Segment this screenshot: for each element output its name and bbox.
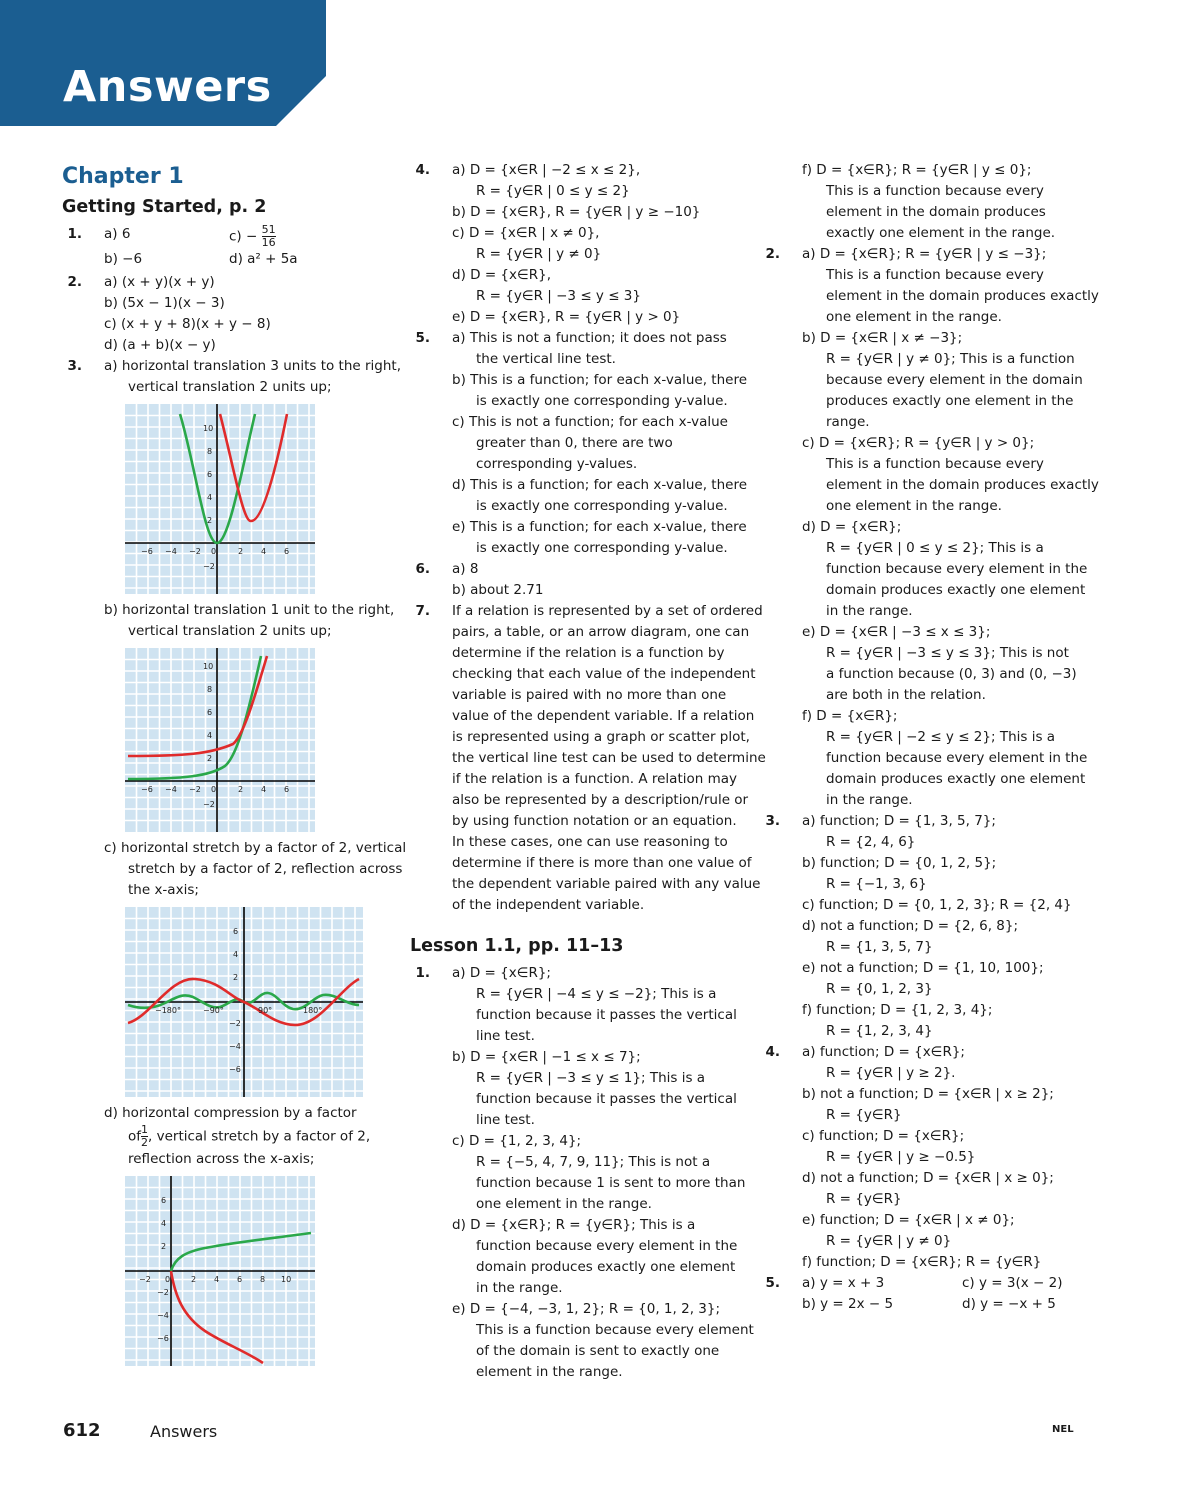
answer-line: greater than 0, there are two <box>476 435 673 451</box>
answer-3d-prefix: of <box>128 1128 142 1145</box>
answer-2d: d) (a + b)(x − y) <box>104 337 216 353</box>
answer-line: function because every element in the <box>826 561 1088 577</box>
answer-line: f) D = {x∈R}; <box>802 708 898 724</box>
tick-label: 4 <box>214 1275 220 1284</box>
question-6 <box>410 559 750 601</box>
answer-line: a function because (0, 3) and (0, −3) <box>826 666 1077 682</box>
answer-1d: d) a² + 5a <box>229 251 298 267</box>
tick-label: −4 <box>229 1042 241 1051</box>
fraction <box>262 224 276 249</box>
graph-3a <box>125 404 402 594</box>
tick-label: 2 <box>238 785 244 794</box>
graph-3c-svg <box>125 907 363 1097</box>
answer-line: exactly one element in the range. <box>826 225 1056 241</box>
chapter-heading: Chapter 1 <box>62 164 184 189</box>
answer-3d-line1: d) horizontal compression by a factor <box>104 1105 357 1121</box>
answer-line: In these cases, one can use reasoning to <box>452 834 728 850</box>
fraction-numerator: 51 <box>261 223 276 236</box>
tick-label: 6 <box>237 1275 243 1284</box>
tick-label: 0 <box>165 1275 171 1284</box>
answer-line: function because every element in the <box>826 750 1088 766</box>
answer-3c-line1: c) horizontal stretch by a factor of 2, vertical <box>104 840 407 856</box>
answer-3d-line3: reflection across the x-axis; <box>128 1151 315 1167</box>
question-number: 2. <box>67 274 82 290</box>
tick-label: 6 <box>233 927 239 936</box>
answer-line: determine if the relation is a function by <box>452 645 725 661</box>
answer-3c-line3: the x-axis; <box>128 882 199 898</box>
answer-line: because every element in the domain <box>826 372 1083 388</box>
fraction <box>141 1124 148 1149</box>
graph-3d-svg <box>125 1176 315 1366</box>
graph-3c <box>125 907 402 1097</box>
answer-line: if the relation is a function. A relation may <box>452 771 738 787</box>
answer-line: b) not a function; D = {x∈R | x ≥ 2}; <box>802 1086 1054 1102</box>
answer-line: variable is paired with no more than one <box>452 687 727 703</box>
tick-label: 10 <box>203 662 214 671</box>
tick-label: 2 <box>207 516 213 525</box>
answer-line: of the domain is sent to exactly one <box>476 1343 720 1359</box>
answer-line: b) D = {x∈R | x ≠ −3}; <box>802 330 963 346</box>
answer-line: a) 8 <box>452 561 479 577</box>
answer-line: element in the domain produces exactly <box>826 288 1099 304</box>
fraction-denominator: 16 <box>261 236 276 249</box>
answer-line: This is a function because every <box>826 183 1044 199</box>
answer-line: in the range. <box>826 603 913 619</box>
question-7 <box>410 601 766 916</box>
answer-line: value of the dependent variable. If a relation <box>452 708 755 724</box>
answer-line: If a relation is represented by a set of ordered <box>452 603 763 619</box>
answer-lines <box>802 1042 1090 1273</box>
answer-line: determine if there is more than one value of <box>452 855 752 871</box>
tick-label: −180° <box>155 1006 181 1015</box>
answer-line: element in the domain produces exactly <box>826 477 1099 493</box>
answer-line: e) D = {x∈R}, R = {y∈R | y > 0} <box>452 309 681 325</box>
answer-line: is represented using a graph or scatter plot, <box>452 729 750 745</box>
answer-5a: a) y = x + 3 <box>802 1275 885 1291</box>
answer-line: is exactly one corresponding y-value. <box>476 540 728 556</box>
lesson-question-3 <box>760 811 1090 1042</box>
answer-line: e) function; D = {x∈R | x ≠ 0}; <box>802 1212 1015 1228</box>
tick-label: 90° <box>258 1006 273 1015</box>
lesson-question-4 <box>760 1042 1090 1273</box>
answer-line: produces exactly one element in the <box>826 393 1074 409</box>
answer-3c-line2: stretch by a factor of 2, reflection across <box>128 861 403 877</box>
answer-line: This is a function because every <box>826 456 1044 472</box>
answer-line: function because 1 is sent to more than <box>476 1175 746 1191</box>
question-4 <box>410 160 750 328</box>
answer-line: the vertical line test. <box>476 351 616 367</box>
tick-label: 6 <box>284 785 290 794</box>
answer-line: R = {y∈R} <box>826 1191 902 1207</box>
tick-label: 2 <box>238 547 244 556</box>
tick-label: 8 <box>207 447 213 456</box>
answer-line: is exactly one corresponding y-value. <box>476 498 728 514</box>
tick-label: −2 <box>139 1275 151 1284</box>
answer-line: e) D = {−4, −3, 1, 2}; R = {0, 1, 2, 3}; <box>452 1301 721 1317</box>
tick-label: 10 <box>203 424 214 433</box>
lesson-question-2 <box>760 244 1099 811</box>
answer-lines <box>802 811 1090 1042</box>
answer-line: by using function notation or an equation. <box>452 813 737 829</box>
answer-line: line test. <box>476 1028 535 1044</box>
tick-label: 8 <box>260 1275 266 1284</box>
answer-line: d) not a function; D = {2, 6, 8}; <box>802 918 1019 934</box>
answer-line: R = {y∈R | y ≠ 0} <box>476 246 602 262</box>
tick-label: −6 <box>141 547 153 556</box>
footer-title: Answers <box>150 1422 218 1441</box>
answer-line: R = {y∈R | 0 ≤ y ≤ 2}; This is a <box>826 540 1044 556</box>
graph-3b <box>125 648 402 832</box>
answer-line: a) D = {x∈R}; <box>452 965 551 981</box>
answer-line: b) D = {x∈R | −1 ≤ x ≤ 7}; <box>452 1049 641 1065</box>
graph-3a-svg <box>125 404 315 594</box>
lesson-question-1f <box>760 160 1090 244</box>
tick-label: 2 <box>161 1242 167 1251</box>
answer-5c: c) y = 3(x − 2) <box>962 1275 1063 1291</box>
answer-line: R = {y∈R | y ≠ 0}; This is a function <box>826 351 1075 367</box>
answer-line: R = {y∈R | −4 ≤ y ≤ −2}; This is a <box>476 986 717 1002</box>
tick-label: 6 <box>161 1196 167 1205</box>
tick-label: −2 <box>157 1288 169 1297</box>
answer-line: R = {−5, 4, 7, 9, 11}; This is not a <box>476 1154 711 1170</box>
answer-3b-line2: vertical translation 2 units up; <box>128 623 332 639</box>
answer-line: c) This is not a function; for each x-value <box>452 414 728 430</box>
answer-line: checking that each value of the independent <box>452 666 756 682</box>
answer-line: R = {y∈R | −2 ≤ y ≤ 2}; This is a <box>826 729 1056 745</box>
answer-line: c) function; D = {x∈R}; <box>802 1128 965 1144</box>
answer-line: of the independent variable. <box>452 897 645 913</box>
answer-line: R = {y∈R | −3 ≤ y ≤ 3}; This is not <box>826 645 1069 661</box>
question-number: 3. <box>67 358 82 374</box>
answer-line: is exactly one corresponding y-value. <box>476 393 728 409</box>
tick-label: 4 <box>261 785 267 794</box>
answer-line: c) D = {1, 2, 3, 4}; <box>452 1133 582 1149</box>
answer-line: d) This is a function; for each x-value, there <box>452 477 748 493</box>
answer-line: c) D = {x∈R}; R = {y∈R | y > 0}; <box>802 435 1035 451</box>
tick-label: −90° <box>203 1006 224 1015</box>
question-number: 1. <box>67 226 82 242</box>
question-5 <box>410 328 750 559</box>
lesson-question-1 <box>410 963 754 1383</box>
tick-label: 6 <box>207 470 213 479</box>
answer-line: one element in the range. <box>826 498 1002 514</box>
answer-line: c) D = {x∈R | x ≠ 0}, <box>452 225 600 241</box>
answer-line: R = {−1, 3, 6} <box>826 876 927 892</box>
tick-label: 4 <box>161 1219 167 1228</box>
graph-3d <box>125 1176 402 1366</box>
tick-label: 4 <box>207 731 213 740</box>
column-3 <box>760 160 1099 1315</box>
answer-line: R = {2, 4, 6} <box>826 834 916 850</box>
answer-line: the vertical line test can be used to determine <box>452 750 766 766</box>
answer-1a: a) 6 <box>104 226 131 242</box>
tick-label: 0 <box>211 785 217 794</box>
graph-3b-svg <box>125 648 315 832</box>
answer-2a: a) (x + y)(x + y) <box>104 274 215 290</box>
answer-1b: b) −6 <box>104 251 143 267</box>
answer-line: e) This is a function; for each x-value, there <box>452 519 747 535</box>
question-number: 6. <box>415 561 430 577</box>
answer-line: in the range. <box>826 792 913 808</box>
answer-line: f) D = {x∈R}; R = {y∈R | y ≤ 0}; <box>802 162 1032 178</box>
tick-label: 10 <box>281 1275 292 1284</box>
question-number: 5. <box>765 1275 780 1291</box>
header-banner <box>0 0 326 126</box>
question-number: 4. <box>415 162 430 178</box>
tick-label: 2 <box>233 973 239 982</box>
column-2 <box>410 160 766 1383</box>
answer-line: corresponding y-values. <box>476 456 638 472</box>
tick-label: 2 <box>207 754 213 763</box>
tick-label: 4 <box>207 493 213 502</box>
question-number: 1. <box>415 965 430 981</box>
answer-line: one element in the range. <box>476 1196 652 1212</box>
tick-label: 6 <box>207 708 213 717</box>
answer-line: d) D = {x∈R}, <box>452 267 552 283</box>
tick-label: −2 <box>203 800 215 809</box>
answer-line: R = {1, 3, 5, 7} <box>826 939 933 955</box>
answer-line: R = {y∈R} <box>826 1107 902 1123</box>
tick-label: −4 <box>165 547 177 556</box>
tick-label: −6 <box>229 1065 241 1074</box>
answer-line: a) D = {x∈R}; R = {y∈R | y ≤ −3}; <box>802 246 1047 262</box>
answer-line: a) This is not a function; it does not pass <box>452 330 727 346</box>
answer-line: This is a function because every element <box>476 1322 754 1338</box>
answer-line: line test. <box>476 1112 535 1128</box>
answer-line: R = {0, 1, 2, 3} <box>826 981 933 997</box>
answer-line: b) D = {x∈R}, R = {y∈R | y ≥ −10} <box>452 204 701 220</box>
answer-line: element in the range. <box>476 1364 623 1380</box>
answer-line: R = {y∈R | y ≥ −0.5} <box>826 1149 976 1165</box>
answer-2b: b) (5x − 1)(x − 3) <box>104 295 225 311</box>
answer-3d-suffix: , vertical stretch by a factor of 2, <box>148 1128 371 1145</box>
answer-line: d) D = {x∈R}; <box>802 519 902 535</box>
answer-line: pairs, a table, or an arrow diagram, one can <box>452 624 750 640</box>
answer-5b: b) y = 2x − 5 <box>802 1296 894 1312</box>
answer-line: one element in the range. <box>826 309 1002 325</box>
answer-line: R = {y∈R | −3 ≤ y ≤ 1}; This is a <box>476 1070 706 1086</box>
answer-line: R = {y∈R | y ≥ 2}. <box>826 1065 956 1081</box>
answer-line: a) D = {x∈R | −2 ≤ x ≤ 2}, <box>452 162 641 178</box>
tick-label: −4 <box>165 785 177 794</box>
answer-line: R = {1, 2, 3, 4} <box>826 1023 933 1039</box>
answer-line: a) function; D = {x∈R}; <box>802 1044 965 1060</box>
answer-line: function because it passes the vertical <box>476 1007 737 1023</box>
section-heading-getting-started: Getting Started, p. 2 <box>62 197 267 217</box>
column-1 <box>62 160 407 1372</box>
answer-1c <box>229 224 276 249</box>
fraction-numerator: 1 <box>141 1123 149 1136</box>
answer-line: R = {y∈R | −3 ≤ y ≤ 3} <box>476 288 641 304</box>
answer-3a-line2: vertical translation 2 units up; <box>128 379 332 395</box>
section-heading-lesson: Lesson 1.1, pp. 11–13 <box>410 936 624 956</box>
lesson-question-5 <box>760 1273 1090 1315</box>
answer-line: the dependent variable paired with any value <box>452 876 761 892</box>
answer-line: This is a function because every <box>826 267 1044 283</box>
answer-3b-line1: b) horizontal translation 1 unit to the right, <box>104 602 395 618</box>
question-number: 3. <box>765 813 780 829</box>
answer-line: a) function; D = {1, 3, 5, 7}; <box>802 813 996 829</box>
answer-3d <box>62 1103 402 1170</box>
answer-lines <box>452 963 754 1383</box>
answer-line: function because every element in the <box>476 1238 738 1254</box>
tick-label: −6 <box>157 1334 169 1343</box>
answer-3b <box>62 600 402 642</box>
question-number: 5. <box>415 330 430 346</box>
answer-line: R = {y∈R | 0 ≤ y ≤ 2} <box>476 183 630 199</box>
tick-label: 8 <box>207 685 213 694</box>
question-3 <box>62 356 402 398</box>
answer-line: b) This is a function; for each x-value, there <box>452 372 748 388</box>
tick-label: −6 <box>141 785 153 794</box>
answer-line: e) D = {x∈R | −3 ≤ x ≤ 3}; <box>802 624 991 640</box>
answer-line: domain produces exactly one element <box>826 582 1086 598</box>
answer-5d: d) y = −x + 5 <box>962 1296 1056 1312</box>
fraction-denominator: 2 <box>141 1136 149 1149</box>
answer-lines <box>802 244 1099 811</box>
question-number: 7. <box>415 603 430 619</box>
answer-3c <box>62 838 407 901</box>
tick-label: −2 <box>189 547 201 556</box>
answer-line: c) function; D = {0, 1, 2, 3}; R = {2, 4} <box>802 897 1072 913</box>
tick-label: 0 <box>211 547 217 556</box>
tick-label: 4 <box>233 950 239 959</box>
tick-label: −4 <box>157 1311 169 1320</box>
page-title: Answers <box>63 62 272 112</box>
answer-line: b) function; D = {0, 1, 2, 5}; <box>802 855 997 871</box>
tick-label: 180° <box>303 1006 323 1015</box>
answer-line: function because it passes the vertical <box>476 1091 737 1107</box>
answer-1c-prefix: c) − <box>229 228 258 245</box>
answer-line: e) not a function; D = {1, 10, 100}; <box>802 960 1044 976</box>
tick-label: −2 <box>229 1019 241 1028</box>
answer-line: f) function; D = {1, 2, 3, 4}; <box>802 1002 993 1018</box>
answer-line: range. <box>826 414 870 430</box>
answer-line: domain produces exactly one element <box>476 1259 736 1275</box>
answer-3d-line2 <box>104 1124 402 1149</box>
tick-label: 6 <box>284 547 290 556</box>
tick-label: 4 <box>261 547 267 556</box>
tick-label: −2 <box>189 785 201 794</box>
answer-line: also be represented by a description/rule or <box>452 792 749 808</box>
page-number: 612 <box>63 1420 101 1441</box>
question-1 <box>62 224 402 270</box>
answer-3a-line1: a) horizontal translation 3 units to the right, <box>104 358 401 374</box>
tick-label: 2 <box>191 1275 197 1284</box>
answer-line: f) function; D = {x∈R}; R = {y∈R} <box>802 1254 1042 1270</box>
question-2 <box>62 272 402 356</box>
answer-line: d) D = {x∈R}; R = {y∈R}; This is a <box>452 1217 696 1233</box>
tick-label: −2 <box>203 562 215 571</box>
answer-line: are both in the relation. <box>826 687 986 703</box>
answer-line: domain produces exactly one element <box>826 771 1086 787</box>
question-number: 2. <box>765 246 780 262</box>
answer-line: d) not a function; D = {x∈R | x ≥ 0}; <box>802 1170 1054 1186</box>
publisher-mark: NEL <box>1052 1424 1074 1435</box>
answer-line: in the range. <box>476 1280 563 1296</box>
question-number: 4. <box>765 1044 780 1060</box>
answer-lines <box>802 160 1090 244</box>
answer-line: R = {y∈R | y ≠ 0} <box>826 1233 952 1249</box>
answer-line: element in the domain produces <box>826 204 1046 220</box>
answer-2c: c) (x + y + 8)(x + y − 8) <box>104 316 271 332</box>
answer-line: b) about 2.71 <box>452 582 544 598</box>
